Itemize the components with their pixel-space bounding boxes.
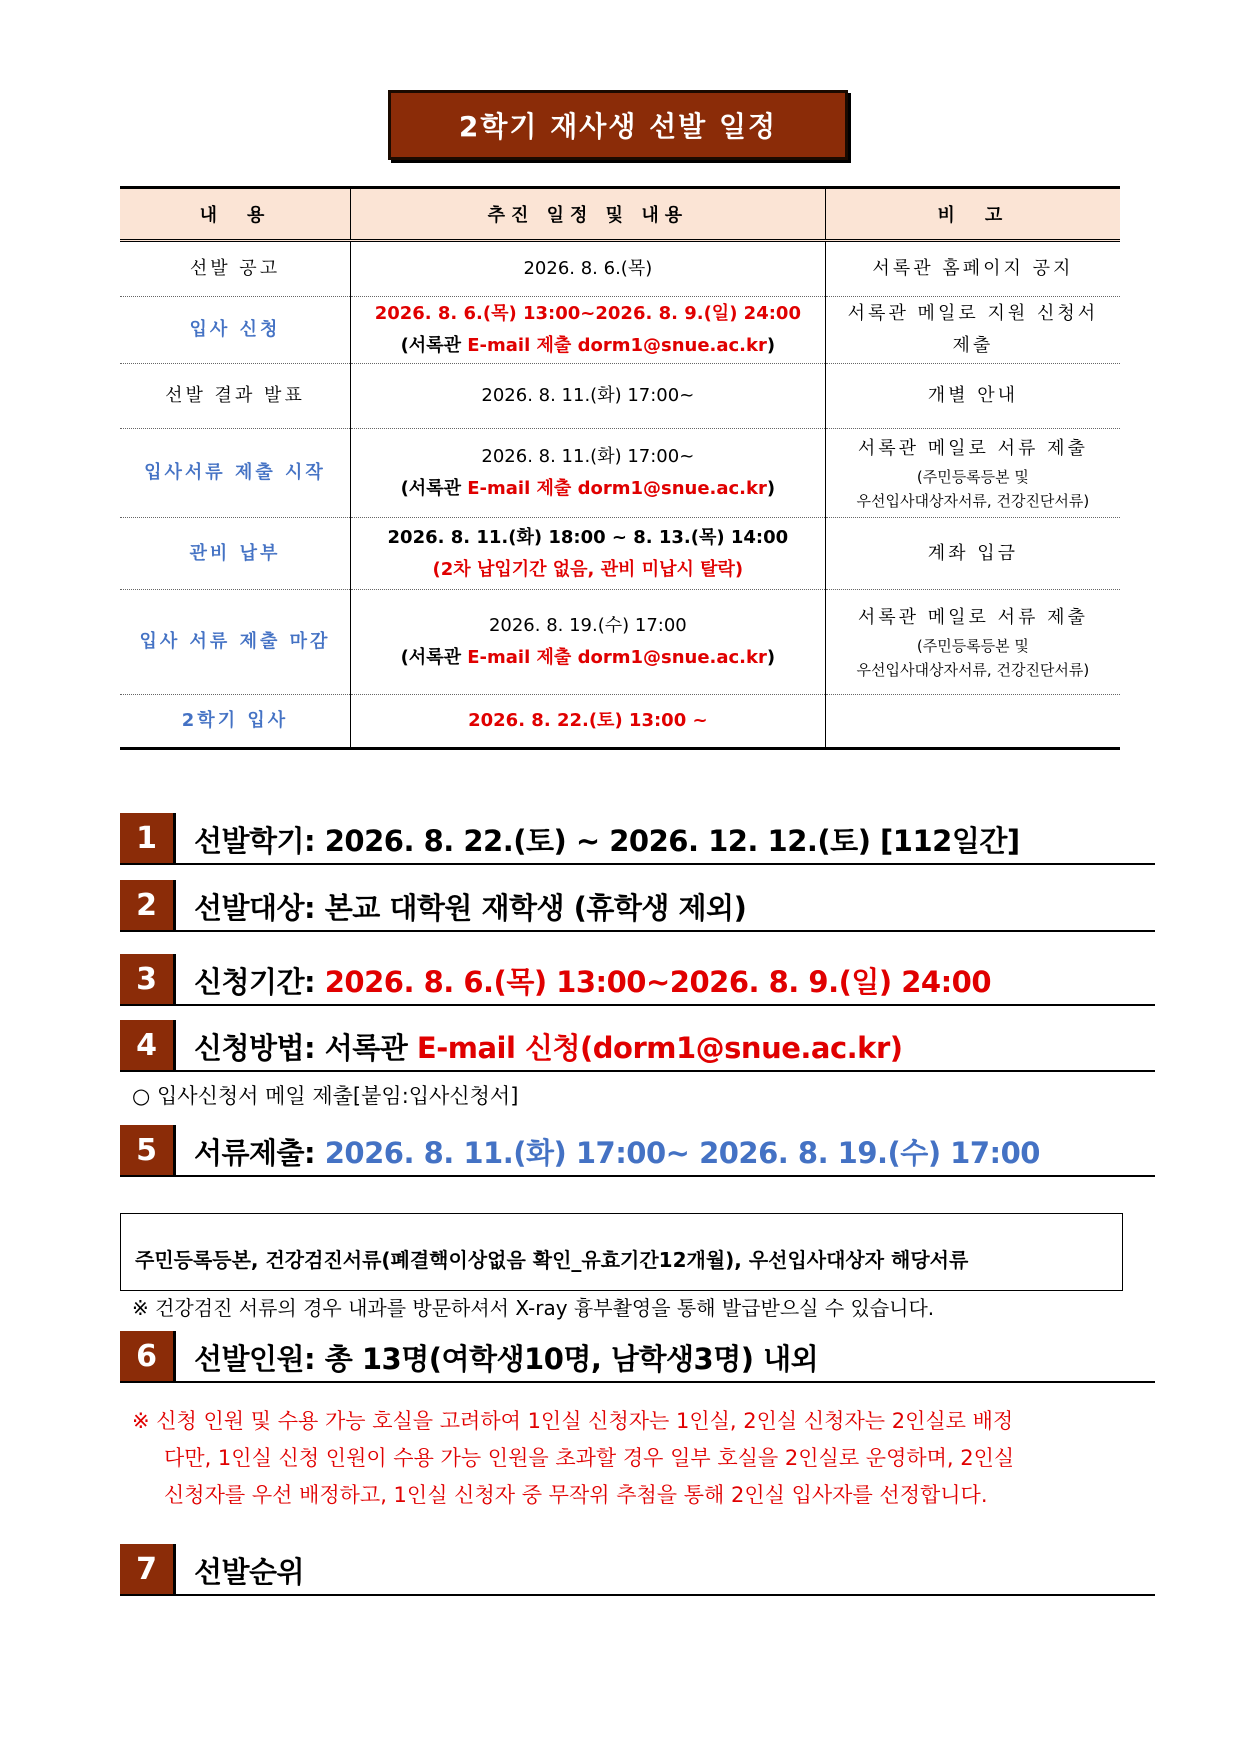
row-schedule bbox=[350, 297, 825, 364]
section-label: 선발대상: bbox=[194, 891, 325, 925]
row-item: 2학기 입사 bbox=[120, 695, 350, 749]
email-link[interactable]: E-mail 신청(dorm1@snue.ac.kr) bbox=[416, 1031, 903, 1065]
table-row bbox=[120, 241, 1120, 297]
section-heading bbox=[194, 1131, 1040, 1172]
page-title-box bbox=[388, 90, 848, 160]
table-row bbox=[120, 695, 1120, 749]
section-label: 신청기간: bbox=[194, 965, 325, 999]
section-heading bbox=[194, 960, 991, 1001]
row-note bbox=[825, 695, 1120, 749]
section-heading bbox=[194, 819, 1020, 860]
schedule-text: (서록관 bbox=[400, 335, 468, 356]
section-7 bbox=[120, 1544, 1155, 1596]
row-note: 서록관 홈페이지 공지 bbox=[825, 241, 1120, 297]
note-line: (주민등록등본 및 bbox=[916, 468, 1029, 486]
schedule-text: ) bbox=[766, 335, 776, 356]
note-line: 신청자를 우선 배정하고, 1인실 신청자 중 무작위 추첨을 통해 2인실 입사자를 선정합니다. bbox=[164, 1483, 988, 1507]
room-assignment-note bbox=[132, 1403, 1132, 1514]
row-item: 입사서류 제출 시작 bbox=[120, 429, 350, 518]
section-heading bbox=[194, 1550, 304, 1591]
note-line: 우선입사대상자서류, 건강진단서류) bbox=[856, 492, 1090, 510]
header-schedule: 추진 일정 및 내용 bbox=[350, 188, 825, 241]
note-line: 서록관 메일로 지원 신청서 bbox=[847, 303, 1099, 324]
note-line: 우선입사대상자서류, 건강진단서류) bbox=[856, 661, 1090, 679]
note-line: 다만, 1인실 신청 인원이 수용 가능 인원을 초과할 경우 일부 호실을 2인실로 운영하며, 2인실 bbox=[164, 1446, 1015, 1470]
section-label: 선발학기: bbox=[194, 824, 325, 858]
table-row bbox=[120, 297, 1120, 364]
section-value: 총 13명(여학생10명, 남학생3명) 내외 bbox=[324, 1342, 819, 1376]
section-1 bbox=[120, 813, 1155, 865]
row-note bbox=[825, 297, 1120, 364]
row-note bbox=[825, 429, 1120, 518]
row-item: 선발 공고 bbox=[120, 241, 350, 297]
table-row bbox=[120, 364, 1120, 429]
table-header-row bbox=[120, 188, 1120, 241]
xray-note: ※ 건강검진 서류의 경우 내과를 방문하셔서 X-ray 흉부촬영을 통해 발급받으실 수 있습니다. bbox=[132, 1296, 935, 1320]
schedule-text: (서록관 bbox=[400, 478, 468, 499]
schedule-text: ) bbox=[766, 478, 776, 499]
section-heading bbox=[194, 1026, 903, 1067]
row-item: 입사 신청 bbox=[120, 297, 350, 364]
email-link[interactable]: E-mail 제출 dorm1@snue.ac.kr bbox=[467, 478, 767, 499]
section-label: 서류제출: bbox=[194, 1136, 325, 1170]
row-item: 관비 납부 bbox=[120, 518, 350, 590]
row-note bbox=[825, 590, 1120, 695]
header-item: 내 용 bbox=[120, 188, 350, 241]
section-value: 본교 대학원 재학생 (휴학생 제외) bbox=[324, 891, 747, 925]
schedule-table bbox=[120, 186, 1120, 750]
section-4 bbox=[120, 1020, 1155, 1072]
row-item: 입사 서류 제출 마감 bbox=[120, 590, 350, 695]
section-heading bbox=[194, 1337, 818, 1378]
section-heading bbox=[194, 886, 746, 927]
section-number: 4 bbox=[120, 1020, 176, 1070]
section-2 bbox=[120, 880, 1155, 932]
row-schedule bbox=[350, 590, 825, 695]
schedule-line: 2026. 8. 19.(수) 17:00 bbox=[488, 615, 687, 636]
table-row bbox=[120, 590, 1120, 695]
section-number: 1 bbox=[120, 813, 176, 863]
section-number: 6 bbox=[120, 1331, 176, 1381]
note-line: 서록관 메일로 서류 제출 bbox=[857, 438, 1088, 459]
section-number: 2 bbox=[120, 880, 176, 930]
row-note: 개별 안내 bbox=[825, 364, 1120, 429]
note-line: 제출 bbox=[952, 335, 994, 356]
note-line: (주민등록등본 및 bbox=[916, 637, 1029, 655]
row-schedule: 2026. 8. 11.(화) 17:00~ bbox=[350, 364, 825, 429]
note-line: ※ 신청 인원 및 수용 가능 호실을 고려하여 1인실 신청자는 1인실, 2인실 신청자는 2인실로 배정 bbox=[132, 1409, 1014, 1433]
section-value: 2026. 8. 11.(화) 17:00~ 2026. 8. 19.(수) 17:00 bbox=[324, 1136, 1040, 1170]
note-line: 서록관 메일로 서류 제출 bbox=[857, 607, 1088, 628]
required-docs-box: 주민등록등본, 건강검진서류(폐결핵이상없음 확인_유효기간12개월), 우선입사대상자 해당서류 bbox=[120, 1213, 1123, 1291]
schedule-text: (서록관 bbox=[400, 647, 468, 668]
apply-note: ○ 입사신청서 메일 제출[붙임:입사신청서] bbox=[132, 1084, 519, 1108]
schedule-line bbox=[352, 473, 824, 505]
section-value: 2026. 8. 22.(토) ~ 2026. 12. 12.(토) [112일간] bbox=[324, 824, 1020, 858]
schedule-line bbox=[352, 642, 824, 674]
section-6 bbox=[120, 1331, 1155, 1383]
section-label: 신청방법: bbox=[194, 1031, 325, 1065]
section-value: 2026. 8. 6.(목) 13:00~2026. 8. 9.(일) 24:00 bbox=[324, 965, 992, 999]
schedule-line: 2026. 8. 6.(목) 13:00~2026. 8. 9.(일) 24:00 bbox=[374, 303, 801, 324]
section-5 bbox=[120, 1125, 1155, 1177]
section-number: 5 bbox=[120, 1125, 176, 1175]
email-link[interactable]: E-mail 제출 dorm1@snue.ac.kr bbox=[467, 647, 767, 668]
schedule-line: 2026. 8. 11.(화) 17:00~ bbox=[481, 446, 695, 467]
table-row bbox=[120, 518, 1120, 590]
email-link[interactable]: E-mail 제출 dorm1@snue.ac.kr bbox=[467, 335, 767, 356]
section-3 bbox=[120, 954, 1155, 1006]
row-schedule: 2026. 8. 22.(토) 13:00 ~ bbox=[350, 695, 825, 749]
row-note: 계좌 입금 bbox=[825, 518, 1120, 590]
section-label: 선발인원: bbox=[194, 1342, 325, 1376]
schedule-text: ) bbox=[766, 647, 776, 668]
section-value: 서록관 bbox=[324, 1031, 417, 1065]
table-row bbox=[120, 429, 1120, 518]
section-label: 선발순위 bbox=[194, 1555, 305, 1589]
row-schedule bbox=[350, 429, 825, 518]
section-number: 3 bbox=[120, 954, 176, 1004]
row-item: 선발 결과 발표 bbox=[120, 364, 350, 429]
section-number: 7 bbox=[120, 1544, 176, 1594]
row-schedule bbox=[350, 518, 825, 590]
schedule-line: 2026. 8. 11.(화) 18:00 ~ 8. 13.(목) 14:00 bbox=[387, 526, 789, 548]
schedule-line: (2차 납입기간 없음, 관비 미납시 탈락) bbox=[432, 558, 744, 580]
page-title: 2학기 재사생 선발 일정 bbox=[458, 110, 778, 143]
row-schedule: 2026. 8. 6.(목) bbox=[350, 241, 825, 297]
schedule-line bbox=[352, 330, 824, 362]
header-note: 비 고 bbox=[825, 188, 1120, 241]
